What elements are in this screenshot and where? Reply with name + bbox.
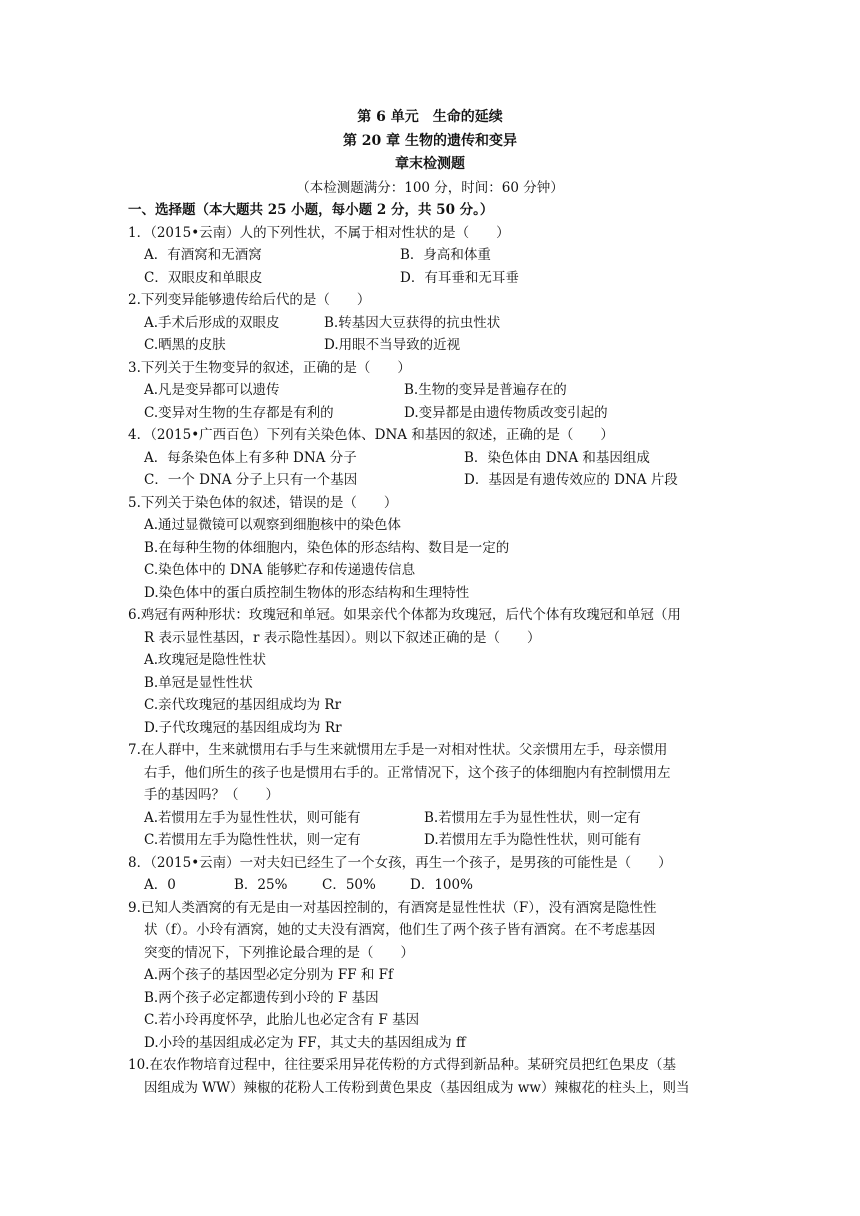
question-8-option-d: D．100% bbox=[410, 877, 473, 893]
question-2-options-row-1 bbox=[128, 312, 748, 335]
question-10-stem: 10.在农作物培育过程中，往往要采用异花传粉的方式得到新品种。某研究员把红色果皮（基 bbox=[128, 1057, 676, 1073]
question-4-options-row-2 bbox=[128, 469, 748, 492]
question-10-stem-cont: 因组成为 WW）辣椒的花粉人工传粉到黄色果皮（基因组成为 ww）辣椒花的柱头上，则当 bbox=[144, 1079, 690, 1096]
question-8-options bbox=[128, 874, 748, 897]
question-7-option-c: C.若惯用左手为隐性性状，则一定有 bbox=[144, 832, 361, 848]
question-1-option-a: A．有酒窝和无酒窝 bbox=[144, 247, 262, 263]
document-header bbox=[0, 106, 860, 200]
question-1-option-b: B．身高和体重 bbox=[400, 247, 491, 263]
question-6-option-b: B.单冠是显性性状 bbox=[144, 674, 253, 691]
test-title: 章末检测题 bbox=[395, 156, 465, 172]
question-body bbox=[128, 199, 748, 1099]
question-7-option-b: B.若惯用左手为显性性状，则一定有 bbox=[424, 809, 641, 826]
question-6-option-a: A.玫瑰冠是隐性性状 bbox=[144, 652, 267, 668]
question-2-option-a: A.手术后形成的双眼皮 bbox=[144, 314, 280, 331]
question-5-stem: 5.下列关于染色体的叙述，错误的是（ ） bbox=[128, 494, 398, 511]
question-4-option-c: C．一个 DNA 分子上只有一个基因 bbox=[144, 472, 358, 488]
question-4-option-b: B．染色体由 DNA 和基因组成 bbox=[464, 449, 650, 466]
question-9-option-d: D.小玲的基因组成必定为 FF，其丈夫的基因组成为 ff bbox=[144, 1034, 466, 1051]
question-9-option-a: A.两个孩子的基因型必定分别为 FF 和 Ff bbox=[144, 967, 394, 983]
test-note: （本检测题满分：100 分，时间：60 分钟） bbox=[296, 179, 564, 196]
question-6-stem: 6.鸡冠有两种形状：玫瑰冠和单冠。如果亲代个体都为玫瑰冠，后代个体有玫瑰冠和单冠（用 bbox=[128, 607, 681, 623]
question-2-option-c: C.晒黑的皮肤 bbox=[144, 337, 226, 353]
question-2-options-row-2 bbox=[128, 334, 748, 357]
question-2-option-d: D.用眼不当导致的近视 bbox=[324, 337, 461, 353]
question-9-stem-cont-1: 状（f）。小玲有酒窝，她的丈夫没有酒窝，他们生了两个孩子皆有酒窝。在不考虑基因 bbox=[144, 922, 656, 938]
chapter-title: 第 20 章 生物的遗传和变异 bbox=[342, 132, 518, 149]
section-heading: 一、选择题（本大题共 25 小题，每小题 2 分，共 50 分。） bbox=[128, 202, 494, 218]
question-1-option-d: D．有耳垂和无耳垂 bbox=[400, 269, 519, 286]
unit-title: 第 6 单元 生命的延续 bbox=[357, 109, 503, 125]
question-6-option-c: C.亲代玫瑰冠的基因组成均为 Rr bbox=[144, 697, 342, 713]
question-6-stem-cont: R 表示显性基因，r 表示隐性基因）。则以下叙述正确的是（ ） bbox=[144, 629, 541, 646]
question-3-option-b: B.生物的变异是普遍存在的 bbox=[404, 382, 567, 398]
question-1-options-row-1 bbox=[128, 244, 748, 267]
question-4-options-row-1 bbox=[128, 447, 748, 470]
question-9-stem: 9.已知人类酒窝的有无是由一对基因控制的，有酒窝是显性性状（F），没有酒窝是隐性性 bbox=[128, 899, 657, 916]
question-2-stem: 2.下列变异能够遗传给后代的是（ ） bbox=[128, 292, 371, 308]
question-7-options-row-2 bbox=[128, 829, 748, 852]
question-5-option-b: B.在每种生物的体细胞内，染色体的形态结构、数目是一定的 bbox=[144, 539, 510, 556]
question-5-option-a: A.通过显微镜可以观察到细胞核中的染色体 bbox=[144, 517, 402, 533]
question-4-option-d: D．基因是有遗传效应的 DNA 片段 bbox=[464, 472, 678, 488]
question-7-options-row-1 bbox=[128, 807, 748, 830]
question-3-option-c: C.变异对生物的生存都是有利的 bbox=[144, 404, 334, 421]
question-7-option-d: D.若惯用左手为隐性性状，则可能有 bbox=[424, 832, 642, 848]
question-8-option-a: A．0 bbox=[144, 877, 176, 893]
question-3-options-row-1 bbox=[128, 379, 748, 402]
question-8-option-b: B．25% bbox=[234, 877, 288, 893]
question-7-option-a: A.若惯用左手为显性性状，则可能有 bbox=[144, 809, 361, 826]
question-2-option-b: B.转基因大豆获得的抗虫性状 bbox=[324, 314, 501, 331]
question-3-options-row-2 bbox=[128, 402, 748, 425]
question-7-stem-cont-2: 手的基因吗？（ ） bbox=[144, 787, 279, 803]
question-7-stem: 7.在人群中，生来就惯用右手与生来就惯用左手是一对相对性状。父亲惯用左手，母亲惯用 bbox=[128, 742, 668, 758]
question-1-options-row-2 bbox=[128, 267, 748, 290]
question-7-stem-cont-1: 右手，他们所生的孩子也是惯用右手的。正常情况下，这个孩子的体细胞内有控制惯用左 bbox=[144, 764, 671, 781]
question-5-option-c: C.染色体中的 DNA 能够贮存和传递遗传信息 bbox=[144, 562, 416, 578]
question-9-option-b: B.两个孩子必定都遗传到小玲的 F 基因 bbox=[144, 989, 379, 1006]
question-6-option-d: D.子代玫瑰冠的基因组成均为 Rr bbox=[144, 719, 342, 736]
question-5-option-d: D.染色体中的蛋白质控制生物体的形态结构和生理特性 bbox=[144, 584, 470, 601]
question-1-stem: 1．（2015•云南）人的下列性状，不属于相对性状的是（ ） bbox=[128, 224, 510, 241]
question-8-stem: 8．（2015•云南）一对夫妇已经生了一个女孩，再生一个孩子，是男孩的可能性是（ ） bbox=[128, 854, 672, 871]
question-9-stem-cont-2: 突变的情况下，下列推论最合理的是（ ） bbox=[144, 944, 414, 961]
question-4-option-a: A．每条染色体上有多种 DNA 分子 bbox=[144, 449, 357, 466]
question-4-stem: 4．（2015•广西百色）下列有关染色体、DNA 和基因的叙述，正确的是（ ） bbox=[128, 427, 614, 443]
question-3-option-d: D.变异都是由遗传物质改变引起的 bbox=[404, 404, 608, 421]
question-9-option-c: C.若小玲再度怀孕，此胎儿也必定含有 F 基因 bbox=[144, 1012, 420, 1028]
question-1-option-c: C．双眼皮和单眼皮 bbox=[144, 269, 263, 286]
question-3-option-a: A.凡是变异都可以遗传 bbox=[144, 382, 280, 398]
question-3-stem: 3.下列关于生物变异的叙述，正确的是（ ） bbox=[128, 359, 411, 376]
question-8-option-c: C．50% bbox=[322, 877, 376, 893]
